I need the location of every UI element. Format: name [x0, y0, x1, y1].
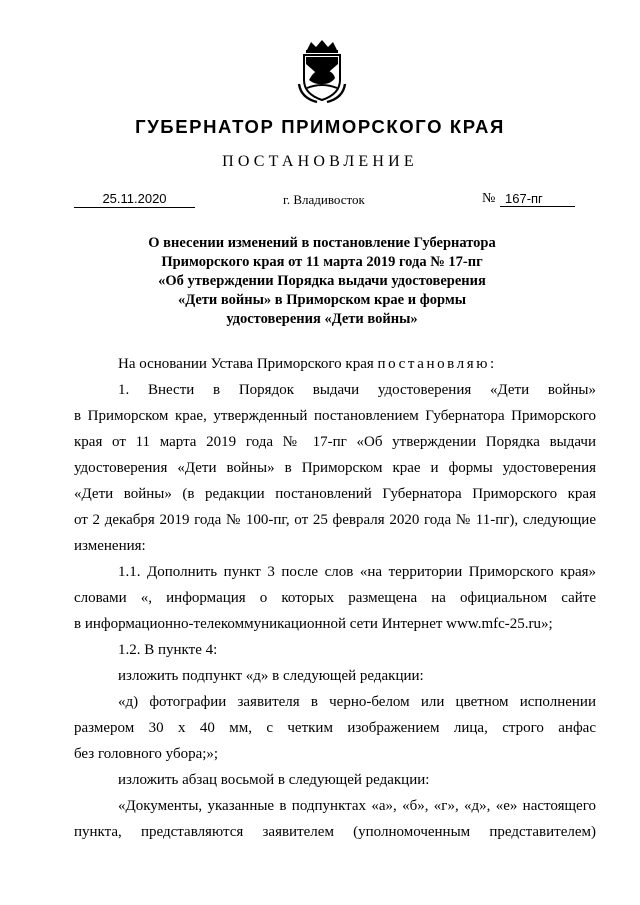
document-number: 167-пг [500, 191, 575, 207]
body-line: «Документы, указанные в подпунктах «а», «б», «г», «д», «е» настоящего [118, 798, 596, 814]
preamble-text: На основании Устава Приморского края [118, 356, 374, 372]
body-line: удостоверения «Дети войны» в Приморском крае и формы удостоверения [74, 460, 596, 476]
body-line: края от 11 марта 2019 года № 17-пг «Об утверждении Порядка выдачи [74, 434, 596, 450]
body-line: 1.2. В пункте 4: [118, 642, 218, 658]
preamble-word: постановляю: [377, 356, 497, 372]
body-line: в Приморском крае, утвержденный постановлением Губернатора Приморского [74, 408, 596, 424]
coat-of-arms-emblem [297, 40, 347, 104]
document-body [74, 351, 596, 845]
body-line: в информационно-телекоммуникационной сети Интернет www.mfc-25.ru»; [74, 616, 553, 632]
document-city: г. Владивосток [283, 192, 365, 207]
preamble [74, 351, 596, 377]
subject-line: удостоверения «Дети войны» [226, 311, 418, 327]
body-line: 1.1. Дополнить пункт 3 после слов «на территории Приморского края» [118, 564, 596, 580]
body-line: пункта, представляются заявителем (уполномоченным представителем) [74, 824, 596, 840]
number-sign: № [482, 191, 496, 206]
subject-line: Приморского края от 11 марта 2019 года № 17-пг [161, 254, 483, 270]
body-line: «Дети войны» (в редакции постановлений Губернатора Приморского края [74, 486, 596, 502]
body-line: изложить подпункт «д» в следующей редакции: [118, 668, 424, 684]
body-line: изложить абзац восьмой в следующей редакции: [118, 772, 430, 788]
document-date: 25.11.2020 [74, 191, 195, 208]
body-line: изменения: [74, 538, 146, 554]
body-line: словами «, информация о которых размещена на официальном сайте [74, 590, 596, 606]
body-line: размером 30 x 40 мм, с четким изображением лица, строго анфас [74, 720, 596, 736]
body-line: 1. Внести в Порядок выдачи удостоверения «Дети войны» [118, 382, 596, 398]
subject-line: «Дети войны» в Приморском крае и формы [177, 292, 467, 308]
issuer-title: ГУБЕРНАТОР ПРИМОРСКОГО КРАЯ [135, 116, 505, 137]
body-line: «д) фотографии заявителя в черно-белом или цветном исполнении [118, 694, 596, 710]
document-subject [140, 234, 504, 329]
subject-line: «Об утверждении Порядка выдачи удостоверения [158, 273, 486, 289]
document-type: ПОСТАНОВЛЕНИЕ [222, 153, 418, 170]
subject-line: О внесении изменений в постановление Губернатора [148, 235, 496, 251]
body-line: от 2 декабря 2019 года № 100-пг, от 25 февраля 2020 года № 11-пг), следующие [74, 512, 596, 528]
body-line: без головного убора;»; [74, 746, 219, 762]
